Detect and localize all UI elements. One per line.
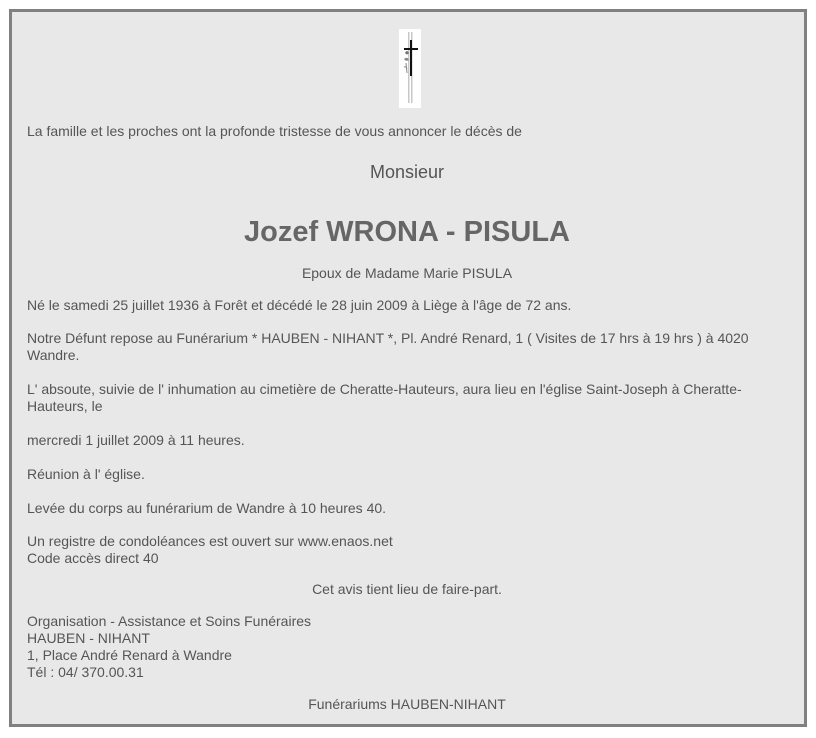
levee-text: Levée du corps au funérarium de Wandre à 10 heures 40. [27,500,387,516]
repose-line-1: Notre Défunt repose au Funérarium * HAUBEN - NIHANT *, Pl. André Renard, 1 ( Visites de 17 hrs à 19 hrs ) à 4020 [27,330,749,346]
cross-with-lily-icon [399,29,421,108]
repose-line-2: Wandre. [27,347,80,363]
salutation: Monsieur [369,162,445,182]
registry-line-2: Code accès direct 40 [27,550,159,566]
obituary-card [9,9,807,727]
organisation-line-1: Organisation - Assistance et Soins Funéraires [27,613,312,629]
ceremony-date: mercredi 1 juillet 2009 à 11 heures. [27,432,245,448]
organisation-line-2: HAUBEN - NIHANT [27,630,150,646]
reunion-text: Réunion à l' église. [27,466,145,482]
organisation-line-3: 1, Place André Renard à Wandre [27,647,232,663]
spouse-line: Epoux de Madame Marie PISULA [301,265,513,281]
absoute-line-2: Hauteurs, le [27,398,103,414]
intro-text: La famille et les proches ont la profonde tristesse de vous annoncer le décès de [27,123,522,139]
organisation-line-4: Tél : 04/ 370.00.31 [27,664,144,680]
notice-text: Cet avis tient lieu de faire-part. [312,581,502,597]
registry-line-1: Un registre de condoléances est ouvert sur www.enaos.net [27,533,393,549]
deceased-name: Jozef WRONA - PISULA [244,216,570,248]
birth-death-text: Né le samedi 25 juillet 1936 à Forêt et décédé le 28 juin 2009 à Liège à l'âge de 72 ans. [27,297,572,313]
footer-text: Funérariums HAUBEN-NIHANT [308,696,506,712]
absoute-line-1: L' absoute, suivie de l' inhumation au cimetière de Cheratte-Hauteurs, aura lieu en l'église Saint-Joseph à Cheratte- [27,381,742,397]
